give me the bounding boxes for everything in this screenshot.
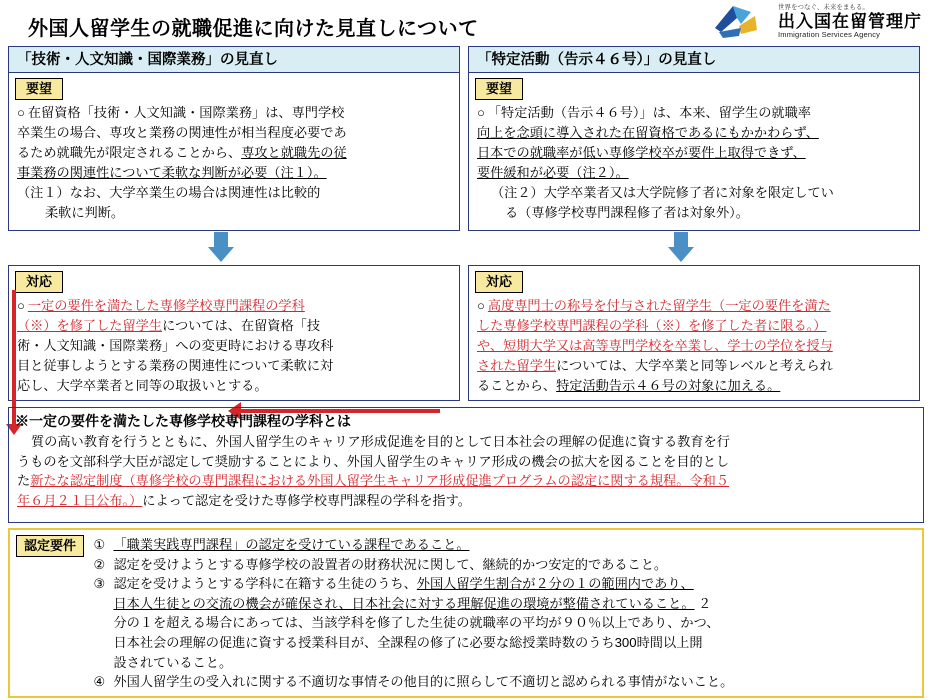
requirement-text-block <box>113 574 908 672</box>
right-response-bullet: ○ <box>477 298 485 313</box>
left-request-bullet: ○ <box>17 105 25 120</box>
right-request-panel <box>468 73 920 231</box>
document-header <box>0 0 932 46</box>
definition-body <box>9 431 923 510</box>
left-response-line-2a: （※）を修了した留学生 <box>17 318 163 333</box>
isa-logo-icon <box>711 2 771 42</box>
left-request-label: 要望 <box>15 78 63 100</box>
agency-tagline: 世界をつなぐ、未来をまもる。 <box>778 4 869 12</box>
requirement-item <box>93 574 908 672</box>
left-response-line-4: 目と従事しようとする業務の関連性について柔軟に対 <box>17 358 334 373</box>
right-response-label: 対応 <box>475 271 523 293</box>
requirement-text: 外国人留学生の受入れに関する不適切な事情その他目的に照らして不適切と認められる事情がないこと。 <box>113 674 734 690</box>
right-request-line-2: 向上を念頭に導入された在留資格であるにもかかわらず、 <box>477 125 819 140</box>
definition-line-4-red: 年６月２１日公布。） <box>17 492 143 508</box>
requirement-number: ④ <box>93 674 106 690</box>
left-request-note-2: 柔軟に判断。 <box>45 205 125 220</box>
definition-line-1: 質の高い教育を行うとともに、外国人留学生のキャリア形成促進を目的として日本社会の理解の促進に資する教育を行 <box>31 434 730 449</box>
right-response-panel <box>468 265 920 401</box>
left-request-line-4: 事業務の関連性について柔軟な判断が必要（注１）。 <box>17 165 327 180</box>
left-request-line-2: 卒業生の場合、専攻と業務の関連性が相当程度必要であ <box>17 125 347 140</box>
left-request-panel <box>8 73 460 231</box>
left-column <box>8 46 460 401</box>
requirement-line <box>113 574 908 594</box>
right-response-line-1: 高度専門士の称号を付与された留学生（一定の要件を満た <box>487 298 831 313</box>
requirement-number: ① <box>93 537 106 552</box>
left-response-line-2-wrap <box>17 316 451 336</box>
right-down-arrow-icon <box>668 232 694 262</box>
requirements-box <box>8 528 924 698</box>
requirement-line: 日本社会の理解の促進に資する授業科目が、全課程の修了に必要な総授業時数のうち300時間以上開 <box>113 634 703 650</box>
requirement-line <box>113 594 908 614</box>
right-response-line-5b: 特定活動告示４６号の対象に加える。 <box>556 378 781 393</box>
agency-name-en: Immigration Services Agency <box>778 30 881 40</box>
right-response-line-2: した専修学校専門課程の学科（※）を修了した者に限る。） <box>477 318 827 333</box>
left-down-arrow-icon <box>208 232 234 262</box>
agency-branding <box>711 2 922 42</box>
right-request-label: 要望 <box>475 78 523 100</box>
right-request-line-4: 要件緩和が必要（注２）。 <box>477 165 629 180</box>
definition-block <box>8 407 924 523</box>
definition-line-4-wrap <box>17 491 915 511</box>
requirements-list <box>93 535 908 692</box>
left-request-line-3-wrap <box>17 143 451 163</box>
right-request-line-3: 日本での就職率が低い専修学校卒が要件上取得できず、 <box>477 145 806 160</box>
requirement-line: 分の１を超える場合にあっては、当該学科を修了した生徒の就職率の平均が９０％以上であり、かつ、 <box>113 615 720 631</box>
requirement-text: 「職業実践専門課程」の認定を受けている課程であること。 <box>113 537 470 552</box>
left-response-bullet: ○ <box>17 298 25 313</box>
left-request-line-1: 在留資格「技術・人文知識・国際業務」は、専門学校 <box>27 105 345 120</box>
right-request-line-1: 「特定活動（告示４６号）」は、本来、留学生の就職率 <box>487 105 811 120</box>
isa-logo-svg <box>711 2 771 42</box>
left-response-body <box>9 293 459 396</box>
page-title: 外国人留学生の就職促進に向けた見直しについて <box>28 17 479 40</box>
left-response-line-5: 応し、大学卒業者と同等の取扱いとする。 <box>17 378 268 393</box>
requirement-text: 日本人生徒との交流の機会が確保され、日本社会に対する理解促進の環境が整備されていること。 <box>113 595 695 611</box>
left-response-line-1: 一定の要件を満たした専修学校専門課程の学科 <box>27 298 305 313</box>
requirement-number: ② <box>93 556 106 572</box>
left-request-body <box>9 100 459 223</box>
left-request-note-1: （注１）なお、大学卒業生の場合は関連性は比較的 <box>17 185 321 200</box>
right-response-line-4-wrap <box>477 356 911 376</box>
left-arrow-area <box>8 231 460 265</box>
requirement-item <box>93 535 908 555</box>
right-response-line-4b: については、大学卒業と同等レベルと考えられ <box>556 358 833 373</box>
requirement-text: 認定を受けようとする学科に在籍する生徒のうち、 <box>113 576 417 592</box>
right-column-title: 「特定活動（告示４６号）」の見直し <box>468 46 920 73</box>
right-arrow-area <box>468 231 920 265</box>
requirement-text: 認定を受けようとする専修学校の設置者の財務状況に関して、継続的かつ安定的であること。 <box>113 556 668 572</box>
left-request-line-3: るため就職先が限定されることから、 <box>17 145 242 160</box>
right-request-note-1: （注２）大学卒業者又は大学院修了者に対象を限定してい <box>491 185 834 200</box>
left-response-line-2b: については、在留資格「技 <box>162 318 321 333</box>
agency-name-jp: 出入国在留管理庁 <box>778 11 922 31</box>
right-request-note-2: る（専修学校専門課程修了者は対象外）。 <box>505 205 749 220</box>
left-response-label: 対応 <box>15 271 63 293</box>
requirement-text-tail: ２ <box>694 595 712 611</box>
requirement-number: ③ <box>93 576 106 592</box>
left-response-panel <box>8 265 460 401</box>
requirement-text-underlined: 外国人留学生割合が２分の１の範囲内であり、 <box>416 576 694 592</box>
requirement-item <box>93 555 908 575</box>
left-request-line-3-underlined: 専攻と就職先の従 <box>241 145 347 160</box>
right-response-line-5-wrap <box>477 376 911 396</box>
definition-line-3-pre: た <box>17 473 31 488</box>
definition-line-3-red: 新たな認定制度（専修学校の専門課程における外国人留学生キャリア形成促進プログラムの認定に関する規程。令和５ <box>30 473 729 488</box>
right-request-bullet: ○ <box>477 105 485 120</box>
right-response-line-5a: ることから、 <box>477 378 557 393</box>
requirements-label: 認定要件 <box>16 535 84 557</box>
definition-line-3-wrap <box>17 471 915 491</box>
right-response-body <box>469 293 919 396</box>
agency-text <box>778 4 922 39</box>
right-request-body <box>469 100 919 223</box>
right-response-line-3: や、短期大学又は高等専門学校を卒業し、学士の学位を授与 <box>477 338 833 353</box>
right-column <box>468 46 920 401</box>
requirement-item <box>93 672 908 692</box>
definition-title: ※一定の要件を満たした専修学校専門課程の学科とは <box>15 413 351 429</box>
definition-line-2: うものを文部科学大臣が認定して奨励することにより、外国人留学生のキャリア形成の機会の拡大を図ることを目的とし <box>17 453 730 469</box>
right-response-line-4a: された留学生 <box>477 358 557 373</box>
left-column-title: 「技術・人文知識・国際業務」の見直し <box>8 46 460 73</box>
definition-line-4-post: によって認定を受けた専修学校専門課程の学科を指す。 <box>142 492 471 508</box>
requirement-line: 設されていること。 <box>113 654 233 670</box>
left-response-line-3: 術・人文知識・国際業務」への変更時における専攻科 <box>17 338 334 353</box>
two-column-section <box>0 46 932 401</box>
